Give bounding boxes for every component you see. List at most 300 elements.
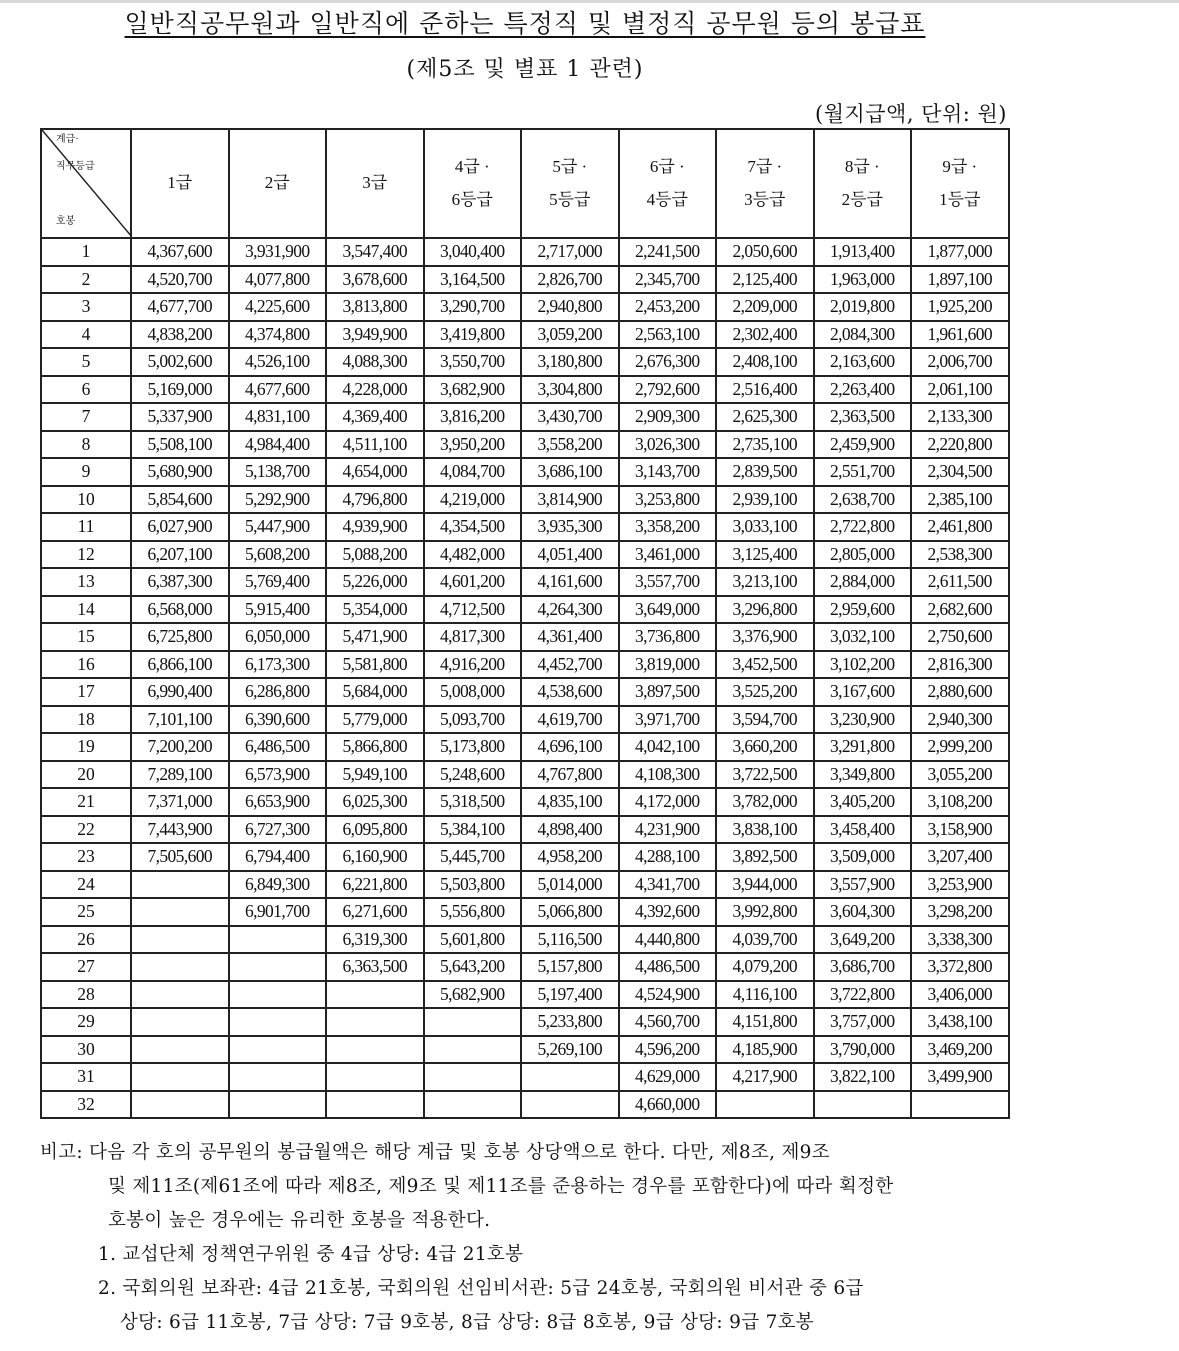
salary-cell: 5,066,800	[521, 898, 619, 926]
salary-cell: 4,369,400	[326, 403, 424, 431]
salary-cell: 5,643,200	[424, 953, 522, 981]
salary-cell: 3,358,200	[619, 513, 717, 541]
salary-cell: 4,520,700	[131, 266, 229, 294]
table-row	[41, 1063, 1009, 1091]
table-body	[41, 238, 1009, 1118]
salary-cell: 7,505,600	[131, 843, 229, 871]
salary-cell: 4,354,500	[424, 513, 522, 541]
remark-item: 1. 교섭단체 정책연구위원 중 4급 상당: 4급 21호봉	[98, 1244, 524, 1265]
salary-cell: 5,197,400	[521, 981, 619, 1009]
salary-cell	[131, 1091, 229, 1119]
salary-cell: 4,116,100	[716, 981, 814, 1009]
salary-cell	[424, 1063, 522, 1091]
salary-cell: 5,581,800	[326, 651, 424, 679]
salary-cell: 6,568,000	[131, 596, 229, 624]
salary-cell: 3,525,200	[716, 678, 814, 706]
salary-cell: 2,826,700	[521, 266, 619, 294]
salary-cell: 4,172,000	[619, 788, 717, 816]
table-header-row	[41, 129, 1009, 238]
salary-cell: 2,385,100	[911, 486, 1009, 514]
salary-cell: 3,059,200	[521, 321, 619, 349]
salary-cell	[131, 898, 229, 926]
salary-cell: 6,390,600	[229, 706, 327, 734]
salary-cell: 5,169,000	[131, 376, 229, 404]
step-cell: 26	[41, 926, 131, 954]
column-header	[229, 129, 327, 238]
salary-cell: 4,151,800	[716, 1008, 814, 1036]
salary-cell: 4,958,200	[521, 843, 619, 871]
salary-cell: 3,757,000	[814, 1008, 912, 1036]
table-row	[41, 266, 1009, 294]
salary-cell: 2,939,100	[716, 486, 814, 514]
salary-cell: 3,736,800	[619, 623, 717, 651]
salary-cell: 3,935,300	[521, 513, 619, 541]
salary-cell: 4,042,100	[619, 733, 717, 761]
remark-line: 호봉이 높은 경우에는 유리한 호봉을 적용한다.	[108, 1210, 491, 1231]
salary-cell: 2,940,800	[521, 293, 619, 321]
salary-cell: 3,253,800	[619, 486, 717, 514]
salary-cell: 5,915,400	[229, 596, 327, 624]
salary-cell: 3,230,900	[814, 706, 912, 734]
salary-cell: 5,248,600	[424, 761, 522, 789]
salary-cell: 2,516,400	[716, 376, 814, 404]
salary-cell: 2,345,700	[619, 266, 717, 294]
salary-cell: 5,088,200	[326, 541, 424, 569]
salary-cell: 4,601,200	[424, 568, 522, 596]
step-cell: 16	[41, 651, 131, 679]
salary-cell: 4,596,200	[619, 1036, 717, 1064]
salary-cell: 2,461,800	[911, 513, 1009, 541]
salary-cell: 4,660,000	[619, 1091, 717, 1119]
column-header	[814, 129, 912, 238]
table-row	[41, 1091, 1009, 1119]
salary-cell: 6,387,300	[131, 568, 229, 596]
step-cell: 4	[41, 321, 131, 349]
step-cell: 18	[41, 706, 131, 734]
salary-cell: 6,866,100	[131, 651, 229, 679]
table-row	[41, 486, 1009, 514]
step-cell: 25	[41, 898, 131, 926]
salary-cell: 2,839,500	[716, 458, 814, 486]
table-row	[41, 788, 1009, 816]
salary-cell: 4,712,500	[424, 596, 522, 624]
salary-cell: 5,173,800	[424, 733, 522, 761]
salary-cell	[424, 1091, 522, 1119]
step-cell: 19	[41, 733, 131, 761]
salary-cell: 3,944,000	[716, 871, 814, 899]
salary-cell: 3,430,700	[521, 403, 619, 431]
column-header-label: 3급	[362, 173, 388, 193]
step-cell: 17	[41, 678, 131, 706]
salary-cell: 4,619,700	[521, 706, 619, 734]
table-row	[41, 733, 1009, 761]
salary-cell	[229, 1036, 327, 1064]
salary-cell: 3,790,000	[814, 1036, 912, 1064]
column-header	[619, 129, 717, 238]
salary-cell: 3,108,200	[911, 788, 1009, 816]
step-cell: 9	[41, 458, 131, 486]
salary-cell	[326, 1008, 424, 1036]
salary-cell	[326, 1091, 424, 1119]
salary-cell: 2,163,600	[814, 348, 912, 376]
salary-cell: 3,405,200	[814, 788, 912, 816]
salary-cell: 2,722,800	[814, 513, 912, 541]
salary-cell: 3,338,300	[911, 926, 1009, 954]
salary-cell: 5,116,500	[521, 926, 619, 954]
salary-cell: 5,337,900	[131, 403, 229, 431]
corner-header-cell	[41, 129, 131, 238]
salary-cell: 4,482,000	[424, 541, 522, 569]
salary-cell: 3,509,000	[814, 843, 912, 871]
salary-cell: 5,854,600	[131, 486, 229, 514]
salary-cell: 4,225,600	[229, 293, 327, 321]
salary-cell: 3,971,700	[619, 706, 717, 734]
salary-cell: 3,816,200	[424, 403, 522, 431]
salary-cell: 6,319,300	[326, 926, 424, 954]
salary-cell	[229, 1008, 327, 1036]
salary-cell: 4,916,200	[424, 651, 522, 679]
column-header	[716, 129, 814, 238]
salary-cell: 5,445,700	[424, 843, 522, 871]
corner-label-step: 호봉	[56, 216, 76, 227]
salary-cell: 5,447,900	[229, 513, 327, 541]
salary-cell: 4,767,800	[521, 761, 619, 789]
salary-cell: 3,892,500	[716, 843, 814, 871]
table-row	[41, 1008, 1009, 1036]
salary-cell: 3,372,800	[911, 953, 1009, 981]
salary-cell: 3,452,500	[716, 651, 814, 679]
column-header-label: 1등급	[939, 189, 981, 209]
salary-cell: 4,677,700	[131, 293, 229, 321]
step-cell: 27	[41, 953, 131, 981]
step-cell: 6	[41, 376, 131, 404]
salary-cell: 3,253,900	[911, 871, 1009, 899]
salary-cell: 4,524,900	[619, 981, 717, 1009]
table-row	[41, 898, 1009, 926]
salary-cell	[131, 871, 229, 899]
salary-cell: 2,563,100	[619, 321, 717, 349]
page-title: 일반직공무원과 일반직에 준하는 특정직 및 별정직 공무원 등의 봉급표	[124, 9, 926, 38]
salary-cell: 2,551,700	[814, 458, 912, 486]
salary-cell: 4,288,100	[619, 843, 717, 871]
step-cell: 10	[41, 486, 131, 514]
salary-cell: 2,061,100	[911, 376, 1009, 404]
salary-cell: 3,158,900	[911, 816, 1009, 844]
salary-cell: 2,133,300	[911, 403, 1009, 431]
salary-cell: 3,164,500	[424, 266, 522, 294]
salary-cell: 2,676,300	[619, 348, 717, 376]
salary-cell: 2,717,000	[521, 238, 619, 266]
step-cell: 21	[41, 788, 131, 816]
table-row	[41, 596, 1009, 624]
salary-cell: 4,392,600	[619, 898, 717, 926]
salary-cell: 4,088,300	[326, 348, 424, 376]
salary-cell: 5,014,000	[521, 871, 619, 899]
salary-cell: 2,611,500	[911, 568, 1009, 596]
salary-cell: 4,452,700	[521, 651, 619, 679]
salary-cell: 7,443,900	[131, 816, 229, 844]
salary-cell: 6,050,000	[229, 623, 327, 651]
salary-cell: 4,161,600	[521, 568, 619, 596]
salary-cell: 2,792,600	[619, 376, 717, 404]
salary-cell	[911, 1091, 1009, 1119]
step-cell: 22	[41, 816, 131, 844]
salary-cell: 4,051,400	[521, 541, 619, 569]
salary-cell: 7,371,000	[131, 788, 229, 816]
salary-cell: 4,077,800	[229, 266, 327, 294]
salary-cell: 3,026,300	[619, 431, 717, 459]
salary-cell	[326, 1063, 424, 1091]
salary-cell: 2,880,600	[911, 678, 1009, 706]
salary-cell: 6,901,700	[229, 898, 327, 926]
salary-cell: 4,341,700	[619, 871, 717, 899]
column-header-label: 7급 ·	[747, 157, 783, 177]
salary-cell: 3,992,800	[716, 898, 814, 926]
top-border	[0, 0, 1179, 3]
column-header-label: 8급 ·	[844, 157, 880, 177]
table-row	[41, 623, 1009, 651]
salary-cell: 3,055,200	[911, 761, 1009, 789]
column-header-label: 3등급	[744, 189, 786, 209]
table-row	[41, 761, 1009, 789]
salary-cell: 3,660,200	[716, 733, 814, 761]
salary-cell: 3,838,100	[716, 816, 814, 844]
salary-cell: 4,367,600	[131, 238, 229, 266]
salary-cell: 6,221,800	[326, 871, 424, 899]
salary-cell: 1,913,400	[814, 238, 912, 266]
salary-cell: 6,363,500	[326, 953, 424, 981]
remark-line: 비고: 다음 각 호의 공무원의 봉급월액은 해당 계급 및 호봉 상당액으로 한다. 다만, 제8조, 제9조	[40, 1142, 830, 1163]
step-cell: 30	[41, 1036, 131, 1064]
salary-cell: 4,939,900	[326, 513, 424, 541]
salary-cell: 3,897,500	[619, 678, 717, 706]
salary-cell	[229, 926, 327, 954]
column-header	[424, 129, 522, 238]
salary-cell: 5,608,200	[229, 541, 327, 569]
step-cell: 1	[41, 238, 131, 266]
unit-note: (월지급액, 단위: 원)	[815, 102, 1007, 126]
salary-cell	[229, 1091, 327, 1119]
column-header-label: 5등급	[549, 189, 591, 209]
salary-cell	[814, 1091, 912, 1119]
salary-cell	[521, 1063, 619, 1091]
table-row	[41, 513, 1009, 541]
salary-cell: 6,207,100	[131, 541, 229, 569]
table-row	[41, 953, 1009, 981]
salary-cell: 5,002,600	[131, 348, 229, 376]
salary-cell: 2,019,800	[814, 293, 912, 321]
salary-cell: 4,374,800	[229, 321, 327, 349]
salary-cell	[131, 1008, 229, 1036]
step-cell: 23	[41, 843, 131, 871]
salary-cell: 7,289,100	[131, 761, 229, 789]
salary-cell: 1,963,000	[814, 266, 912, 294]
salary-cell	[131, 1063, 229, 1091]
table-row	[41, 348, 1009, 376]
remarks	[40, 1136, 1015, 1340]
salary-cell: 3,349,800	[814, 761, 912, 789]
salary-cell: 4,511,100	[326, 431, 424, 459]
salary-cell: 3,033,100	[716, 513, 814, 541]
salary-cell: 3,686,100	[521, 458, 619, 486]
salary-cell: 3,499,900	[911, 1063, 1009, 1091]
salary-cell: 2,625,300	[716, 403, 814, 431]
salary-cell: 4,654,000	[326, 458, 424, 486]
corner-label-rank: 계급·	[56, 134, 79, 145]
table-row	[41, 431, 1009, 459]
salary-cell: 4,696,100	[521, 733, 619, 761]
table-row	[41, 541, 1009, 569]
step-cell: 12	[41, 541, 131, 569]
salary-cell: 6,727,300	[229, 816, 327, 844]
salary-cell: 3,550,700	[424, 348, 522, 376]
salary-cell: 3,419,800	[424, 321, 522, 349]
salary-cell: 5,601,800	[424, 926, 522, 954]
salary-cell: 5,508,100	[131, 431, 229, 459]
remark-item: 2. 국회의원 보좌관: 4급 21호봉, 국회의원 선임비서관: 5급 24호봉, 국회의원 비서관 중 6급	[98, 1278, 864, 1299]
salary-cell: 5,769,400	[229, 568, 327, 596]
salary-cell: 3,813,800	[326, 293, 424, 321]
salary-cell: 2,735,100	[716, 431, 814, 459]
remark-item: 상당: 6급 11호봉, 7급 상당: 7급 9호봉, 8급 상당: 8급 8호봉, 9급 상당: 9급 7호봉	[120, 1312, 814, 1333]
column-header-label: 6등급	[451, 189, 493, 209]
salary-cell: 2,940,300	[911, 706, 1009, 734]
salary-cell: 4,361,400	[521, 623, 619, 651]
remark-line: 및 제11조(제61조에 따라 제8조, 제9조 및 제11조를 준용하는 경우를 포함한다)에 따라 획정한	[108, 1176, 894, 1197]
salary-cell: 5,354,000	[326, 596, 424, 624]
salary-cell: 2,682,600	[911, 596, 1009, 624]
salary-cell: 5,471,900	[326, 623, 424, 651]
salary-cell: 2,638,700	[814, 486, 912, 514]
step-cell: 14	[41, 596, 131, 624]
table-row	[41, 321, 1009, 349]
salary-cell	[424, 1008, 522, 1036]
salary-cell: 5,226,000	[326, 568, 424, 596]
salary-cell: 5,233,800	[521, 1008, 619, 1036]
salary-cell: 3,722,500	[716, 761, 814, 789]
salary-cell: 2,220,800	[911, 431, 1009, 459]
salary-cell: 3,298,200	[911, 898, 1009, 926]
salary-cell: 2,805,000	[814, 541, 912, 569]
salary-cell	[229, 953, 327, 981]
salary-cell: 4,084,700	[424, 458, 522, 486]
salary-cell: 3,032,100	[814, 623, 912, 651]
salary-cell: 7,200,200	[131, 733, 229, 761]
salary-cell	[131, 953, 229, 981]
salary-cell: 3,949,900	[326, 321, 424, 349]
column-header-label: 1급	[167, 173, 193, 193]
salary-cell: 5,292,900	[229, 486, 327, 514]
column-header-label: 4등급	[646, 189, 688, 209]
salary-cell: 1,897,100	[911, 266, 1009, 294]
salary-cell: 6,095,800	[326, 816, 424, 844]
salary-cell	[131, 926, 229, 954]
salary-cell: 2,453,200	[619, 293, 717, 321]
salary-cell: 6,653,900	[229, 788, 327, 816]
salary-cell: 2,909,300	[619, 403, 717, 431]
salary-cell: 4,538,600	[521, 678, 619, 706]
salary-cell: 3,291,800	[814, 733, 912, 761]
salary-cell: 1,925,200	[911, 293, 1009, 321]
salary-cell: 3,438,100	[911, 1008, 1009, 1036]
salary-cell: 4,079,200	[716, 953, 814, 981]
salary-cell: 3,594,700	[716, 706, 814, 734]
step-cell: 11	[41, 513, 131, 541]
salary-cell: 2,084,300	[814, 321, 912, 349]
salary-cell: 4,796,800	[326, 486, 424, 514]
salary-cell: 3,722,800	[814, 981, 912, 1009]
salary-cell: 3,950,200	[424, 431, 522, 459]
salary-cell: 3,819,000	[619, 651, 717, 679]
salary-cell: 3,406,000	[911, 981, 1009, 1009]
salary-cell: 6,794,400	[229, 843, 327, 871]
table-row	[41, 981, 1009, 1009]
salary-cell: 5,318,500	[424, 788, 522, 816]
salary-cell: 3,296,800	[716, 596, 814, 624]
salary-cell: 6,849,300	[229, 871, 327, 899]
step-cell: 8	[41, 431, 131, 459]
step-cell: 32	[41, 1091, 131, 1119]
salary-cell: 5,093,700	[424, 706, 522, 734]
column-header-label: 9급 ·	[942, 157, 978, 177]
step-cell: 15	[41, 623, 131, 651]
salary-cell: 2,999,200	[911, 733, 1009, 761]
salary-cell: 2,538,300	[911, 541, 1009, 569]
salary-cell	[716, 1091, 814, 1119]
salary-cell: 3,678,600	[326, 266, 424, 294]
salary-cell: 5,949,100	[326, 761, 424, 789]
step-cell: 31	[41, 1063, 131, 1091]
salary-cell: 3,290,700	[424, 293, 522, 321]
step-cell: 24	[41, 871, 131, 899]
table-row	[41, 926, 1009, 954]
table-row	[41, 843, 1009, 871]
table-row	[41, 238, 1009, 266]
salary-cell: 6,027,900	[131, 513, 229, 541]
salary-cell: 3,814,900	[521, 486, 619, 514]
salary-cell: 2,884,000	[814, 568, 912, 596]
salary-cell: 2,750,600	[911, 623, 1009, 651]
salary-cell: 6,160,900	[326, 843, 424, 871]
table-row	[41, 458, 1009, 486]
column-header-label: 4급 ·	[454, 157, 490, 177]
salary-cell: 4,526,100	[229, 348, 327, 376]
salary-cell: 6,286,800	[229, 678, 327, 706]
salary-cell: 6,271,600	[326, 898, 424, 926]
step-cell: 7	[41, 403, 131, 431]
table-row	[41, 568, 1009, 596]
table-row	[41, 651, 1009, 679]
table-row	[41, 403, 1009, 431]
salary-cell: 5,779,000	[326, 706, 424, 734]
salary-cell: 3,931,900	[229, 238, 327, 266]
column-header	[326, 129, 424, 238]
salary-cell	[131, 981, 229, 1009]
salary-cell: 4,817,300	[424, 623, 522, 651]
salary-cell: 3,207,400	[911, 843, 1009, 871]
salary-cell: 3,469,200	[911, 1036, 1009, 1064]
salary-cell	[521, 1091, 619, 1119]
salary-cell: 4,039,700	[716, 926, 814, 954]
salary-cell: 3,180,800	[521, 348, 619, 376]
salary-cell: 3,376,900	[716, 623, 814, 651]
salary-cell: 2,263,400	[814, 376, 912, 404]
table-row	[41, 678, 1009, 706]
salary-cell: 4,219,000	[424, 486, 522, 514]
salary-cell: 5,682,900	[424, 981, 522, 1009]
salary-cell: 5,680,900	[131, 458, 229, 486]
salary-cell: 1,877,000	[911, 238, 1009, 266]
